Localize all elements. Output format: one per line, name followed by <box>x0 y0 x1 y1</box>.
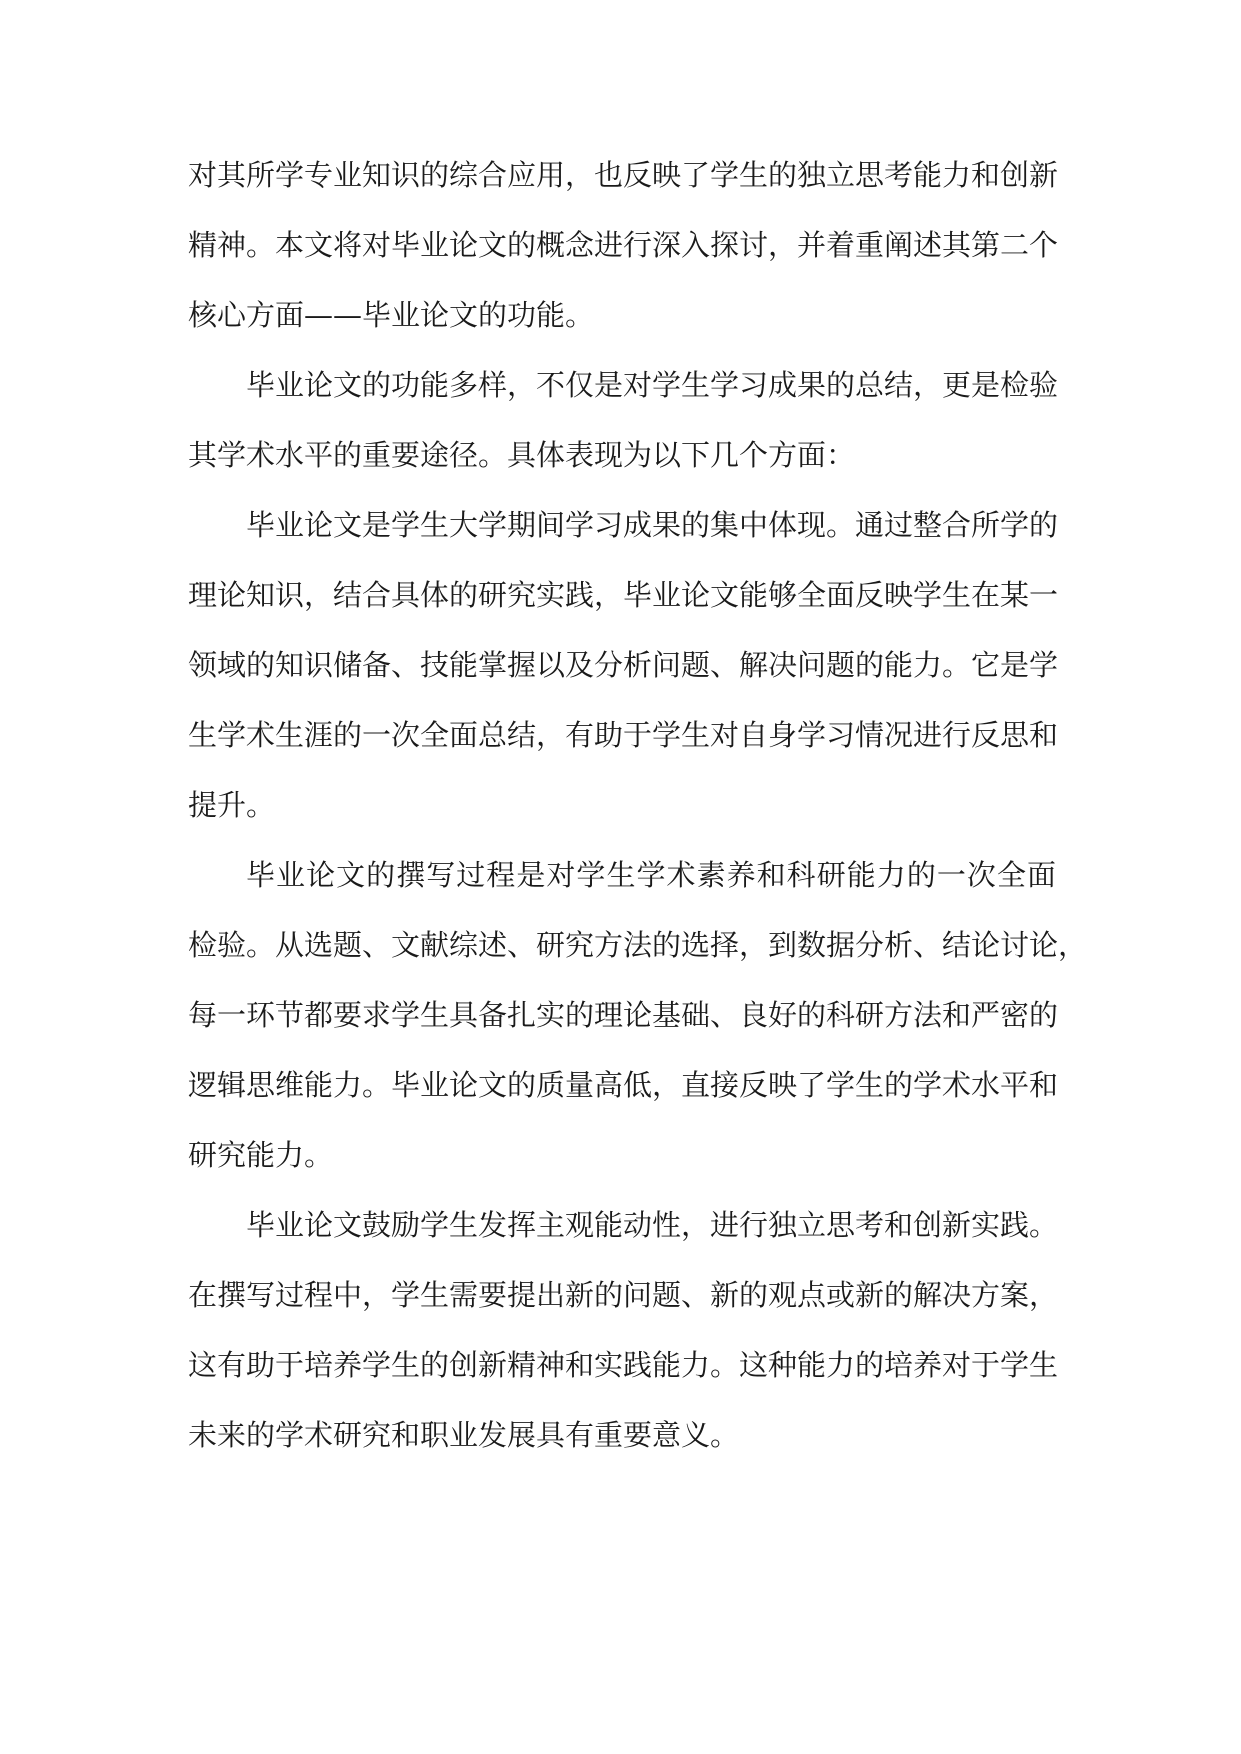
text-line: 每一环节都要求学生具备扎实的理论基础、良好的科研方法和严密的 <box>188 998 1059 1032</box>
paragraph-3 <box>188 490 1059 840</box>
paragraph-1 <box>188 140 1059 350</box>
text-line: 毕业论文的撰写过程是对学生学术素养和科研能力的一次全面 <box>246 858 1056 892</box>
text-line: 研究能力。 <box>188 1138 334 1172</box>
text-line: 提升。 <box>188 788 276 822</box>
text-line: 逻辑思维能力。毕业论文的质量高低，直接反映了学生的学术水平和 <box>188 1068 1059 1102</box>
text-line: 理论知识，结合具体的研究实践，毕业论文能够全面反映学生在某一 <box>188 578 1059 612</box>
paragraph-5 <box>188 1190 1059 1470</box>
paragraph-4 <box>188 840 1088 1190</box>
text-line: 检验。从选题、文献综述、研究方法的选择，到数据分析、结论讨论， <box>188 928 1088 962</box>
text-line: 毕业论文鼓励学生发挥主观能动性，进行独立思考和创新实践。 <box>246 1208 1059 1242</box>
document-body <box>188 140 1088 1470</box>
text-line: 这有助于培养学生的创新精神和实践能力。这种能力的培养对于学生 <box>188 1348 1059 1382</box>
text-line: 未来的学术研究和职业发展具有重要意义。 <box>188 1418 740 1452</box>
text-line: 毕业论文是学生大学期间学习成果的集中体现。通过整合所学的 <box>246 508 1059 542</box>
text-line: 毕业论文的功能多样，不仅是对学生学习成果的总结，更是检验 <box>246 368 1059 402</box>
text-line: 在撰写过程中，学生需要提出新的问题、新的观点或新的解决方案， <box>188 1278 1059 1312</box>
text-line: 对其所学专业知识的综合应用，也反映了学生的独立思考能力和创新 <box>188 158 1059 192</box>
text-line: 领域的知识储备、技能掌握以及分析问题、解决问题的能力。它是学 <box>188 648 1059 682</box>
paragraph-2 <box>188 350 1059 490</box>
text-line: 生学术生涯的一次全面总结，有助于学生对自身学习情况进行反思和 <box>188 718 1059 752</box>
text-line: 核心方面——毕业论文的功能。 <box>188 298 595 332</box>
text-line: 精神。本文将对毕业论文的概念进行深入探讨，并着重阐述其第二个 <box>188 228 1059 262</box>
text-line: 其学术水平的重要途径。具体表现为以下几个方面： <box>188 438 856 472</box>
